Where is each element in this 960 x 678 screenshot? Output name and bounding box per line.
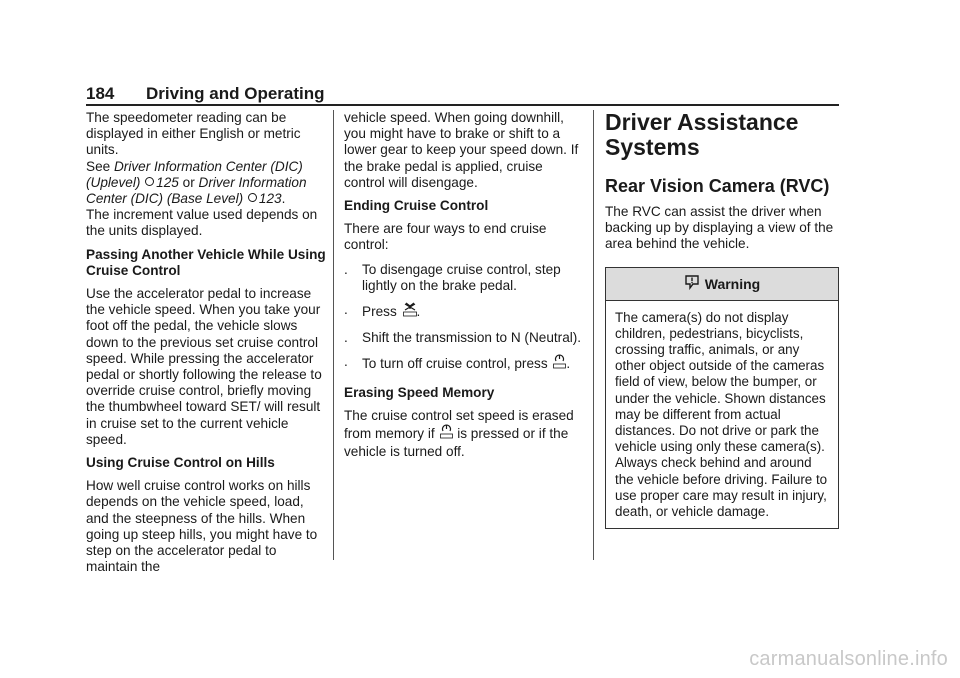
paragraph: The increment value used depends on the units displayed. bbox=[86, 207, 318, 239]
column-left bbox=[86, 110, 326, 575]
watermark: carmanualsonline.info bbox=[749, 648, 948, 670]
column-divider bbox=[333, 110, 334, 560]
subheading: Passing Another Vehicle While Using Cruise Control bbox=[86, 246, 326, 278]
paragraph: How well cruise control works on hills depends on the vehicle speed, load, and the steepness of the hills. When going up steep hills, you might have to step on the accelerator pedal to maintain the bbox=[86, 478, 318, 575]
column-right bbox=[605, 110, 840, 529]
reference-link[interactable]: Driver Information Center (DIC) (Uplevel) bbox=[86, 158, 303, 190]
page-header bbox=[86, 84, 839, 104]
cruise-on-off-icon bbox=[440, 424, 453, 444]
warning-symbol-icon bbox=[684, 274, 700, 293]
warning-title: Warning bbox=[704, 275, 761, 292]
list-item: . To turn off cruise control, press . bbox=[344, 354, 584, 374]
page-reference-icon bbox=[248, 193, 257, 202]
paragraph: There are four ways to end cruise control: bbox=[344, 221, 547, 253]
page-number: 184 bbox=[86, 84, 115, 103]
subheading: Ending Cruise Control bbox=[344, 198, 489, 214]
reference-link[interactable]: Driver Information Center (DIC) (Base Level) bbox=[86, 174, 307, 207]
paragraph: The RVC can assist the driver when backing up by displaying a view of the area behind the vehicle. bbox=[605, 204, 834, 252]
list-item: . To disengage cruise control, step lightly on the brake pedal. bbox=[344, 261, 561, 293]
cruise-cancel-icon bbox=[403, 302, 417, 322]
warning-box bbox=[605, 267, 839, 530]
paragraph: Use the accelerator pedal to increase the vehicle speed. When you take your foot off the pedal, the vehicle slows down to the previous set cruise control speed. While pressing the accelerator pedal or shortly following the release to override cruise control, briefly moving the thumbwheel toward SET/ will result in cruise set to the current vehicle speed. bbox=[86, 286, 322, 447]
column-middle bbox=[344, 110, 584, 460]
chapter-heading: Driver Assistance Systems bbox=[605, 109, 799, 160]
cruise-on-off-icon bbox=[553, 354, 566, 374]
warning-header bbox=[606, 268, 838, 301]
warning-text: The camera(s) do not display children, pedestrians, bicyclists, crossing traffic, animals, or any other object outside of the cameras field of view, below the bumper, or under the vehicle. Shown distances may be different from actual distances. Do not drive or park the vehicle using only these camera(s). Always check behind and around the vehicle before driving. Failure to use proper care may result in injury, death, or vehicle damage. bbox=[615, 309, 828, 520]
subheading: Using Cruise Control on Hills bbox=[86, 455, 275, 471]
paragraph: The speedometer reading can be displayed in either English or metric units. bbox=[86, 110, 301, 158]
header-rule bbox=[86, 104, 839, 106]
subheading: Erasing Speed Memory bbox=[344, 384, 495, 400]
column-divider bbox=[593, 110, 594, 560]
page-reference-icon bbox=[145, 177, 154, 186]
paragraph: vehicle speed. When going downhill, you might have to brake or shift to a lower gear to keep your speed down. If the brake pedal is applied, cruise control will disengage. bbox=[344, 110, 579, 190]
paragraph: The cruise control set speed is erased from memory if is pressed or if the vehicle is turned off. bbox=[344, 407, 574, 460]
cross-reference: See Driver Information Center (DIC) (Uplevel) 125 or Driver Information Center (DIC) (Base Level) 123. bbox=[86, 158, 307, 207]
list-item: . Shift the transmission to N (Neutral). bbox=[344, 330, 582, 346]
list-item: . Press . bbox=[344, 302, 584, 322]
section-title: Driving and Operating bbox=[146, 84, 325, 103]
bullet-list bbox=[344, 262, 584, 375]
section-heading: Rear Vision Camera (RVC) bbox=[605, 176, 830, 196]
